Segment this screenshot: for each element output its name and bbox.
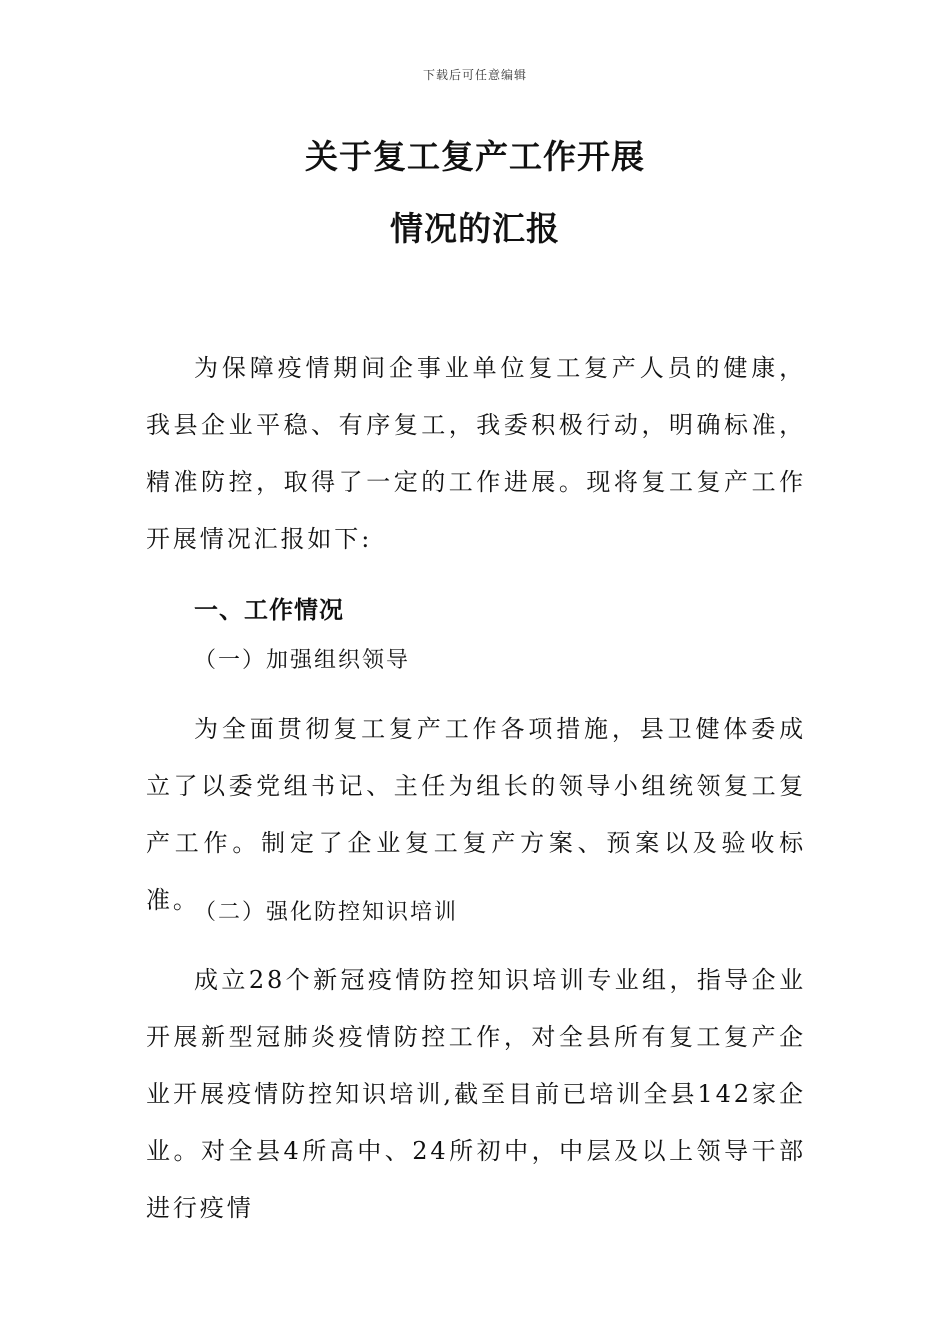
intro-paragraph: 为保障疫情期间企事业单位复工复产人员的健康，我县企业平稳、有序复工，我委积极行动，明确标准，精准防控，取得了一定的工作进展。现将复工复产工作开展情况汇报如下: xyxy=(146,354,806,553)
subsection-paragraph-organization: 为全面贯彻复工复产工作各项措施，县卫健体委成立了以委党组书记、主任为组长的领导小组统领复工复产工作。制定了企业复工复产方案、预案以及验收标准。 xyxy=(146,715,806,914)
section-heading-work-status: 一、工作情况 xyxy=(194,596,344,624)
document-title-line-2: 情况的汇报 xyxy=(390,209,560,248)
download-note: 下载后可任意编辑 xyxy=(422,68,527,82)
document-title-line-1: 关于复工复产工作开展 xyxy=(305,137,645,176)
subsection-paragraph-training: 成立28个新冠疫情防控知识培训专业组，指导企业开展新型冠肺炎疫情防控工作，对全县所有复工复产企业开展疫情防控知识培训,截至目前已培训全县142家企业。对全县4所高中、24所初中，中层及以上领导干部进行疫情 xyxy=(146,966,806,1222)
subsection-heading-organization: （一）加强组织领导 xyxy=(194,648,411,673)
subsection-heading-training: （二）强化防控知识培训 xyxy=(194,900,459,925)
